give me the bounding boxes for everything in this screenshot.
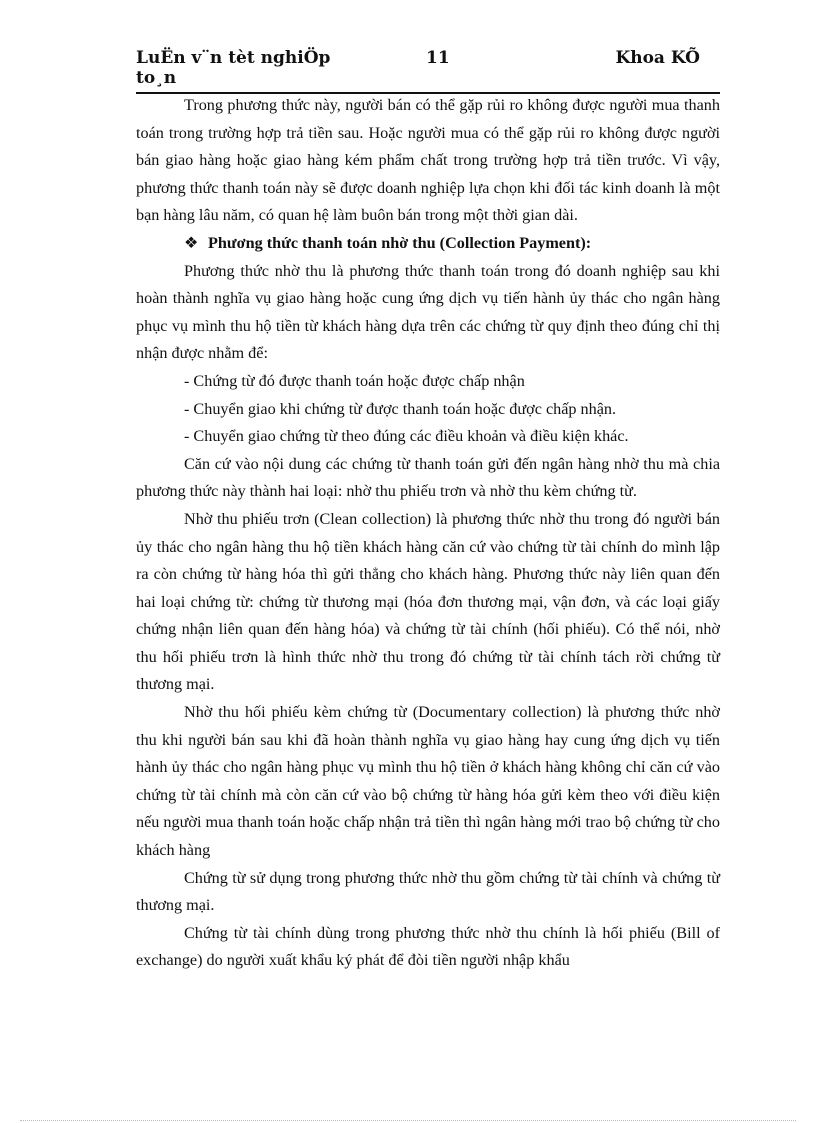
paragraph-documents-used: Chứng từ sử dụng trong phương thức nhờ thu gồm chứng từ tài chính và chứng từ thương mại. (136, 868, 720, 915)
diamond-bullet-icon: ❖ (184, 233, 199, 252)
document-body (136, 92, 720, 975)
paragraph-risk: Trong phương thức này, người bán có thể gặp rủi ro không được người mua thanh toán trong trường hợp trả tiền sau. Hoặc người mua có thể gặp rủi ro không được người bán giao hàng hoặc giao hàng kém phẩm chất trong trường hợp trả tiền trước. Vì vậy, phương thức thanh toán này sẽ được doanh nghiệp lựa chọn khi đối tác kinh doanh là một bạn hàng lâu năm, có quan hệ làm buôn bán trong một thời gian dài. (136, 96, 720, 225)
list-item: - Chuyển giao khi chứng từ được thanh toán hoặc được chấp nhận. (184, 399, 617, 418)
paragraph-bill-of-exchange: Chứng từ tài chính dùng trong phương thức nhờ thu chính là hối phiếu (Bill of exchange) do người xuất khẩu ký phát để đòi tiền người nhập khẩu (136, 923, 720, 970)
page-bottom-divider (20, 1120, 796, 1121)
paragraph-collection-definition: Phương thức nhờ thu là phương thức thanh toán trong đó doanh nghiệp sau khi hoàn thành nghĩa vụ giao hàng hoặc cung ứng dịch vụ tiến hành ủy thác cho ngân hàng phục vụ mình thu hộ tiền từ khách hàng dựa trên các chứng từ quy định theo đúng chỉ thị nhận được nhằm để: (136, 261, 720, 363)
list-item: - Chuyển giao chứng từ theo đúng các điều khoản và điều kiện khác. (184, 427, 629, 446)
list-item: - Chứng từ đó được thanh toán hoặc được chấp nhận (184, 371, 525, 390)
page-header (136, 48, 720, 94)
section-heading-text: Phương thức thanh toán nhờ thu (Collection Payment): (208, 233, 592, 252)
section-heading (136, 230, 720, 258)
paragraph-clean-collection: Nhờ thu phiếu trơn (Clean collection) là phương thức nhờ thu trong đó người bán ủy thác cho ngân hàng thu hộ tiền khách hàng căn cứ vào chứng từ tài chính do mình lập ra còn chứng từ hàng hóa thì gửi thẳng cho khách hàng. Phương thức này liên quan đến hai loại chứng từ: chứng từ thương mại (hóa đơn thương mại, vận đơn, và các loại giấy chứng nhận liên quan đến hàng hóa) và chứng từ tài chính (hối phiếu). Có thể nói, nhờ thu hối phiếu trơn là hình thức nhờ thu trong đó chứng từ tài chính tách rời chứng từ thương mại. (136, 509, 720, 694)
paragraph-documentary-collection: Nhờ thu hối phiếu kèm chứng từ (Documentary collection) là phương thức nhờ thu khi người bán sau khi đã hoàn thành nghĩa vụ giao hàng hay cung ứng dịch vụ tiến hành ủy thác cho ngân hàng phục vụ mình thu hộ tiền ở khách hàng không chỉ căn cứ vào chứng từ tài chính mà còn căn cứ vào bộ chứng từ hàng hóa gửi kèm theo với điều kiện nếu người mua thanh toán hoặc chấp nhận trả tiền thì ngân hàng mới trao bộ chứng từ cho khách hàng (136, 703, 720, 860)
header-faculty: Khoa KÕ (615, 48, 700, 68)
page-number: 11 (426, 48, 450, 68)
paragraph-collection-types: Căn cứ vào nội dung các chứng từ thanh toán gửi đến ngân hàng nhờ thu mà chia phương thức này thành hai loại: nhờ thu phiếu trơn và nhờ thu kèm chứng từ. (136, 454, 720, 501)
header-thesis-title: LuËn v¨n tèt nghiÖp to¸n (136, 48, 331, 88)
